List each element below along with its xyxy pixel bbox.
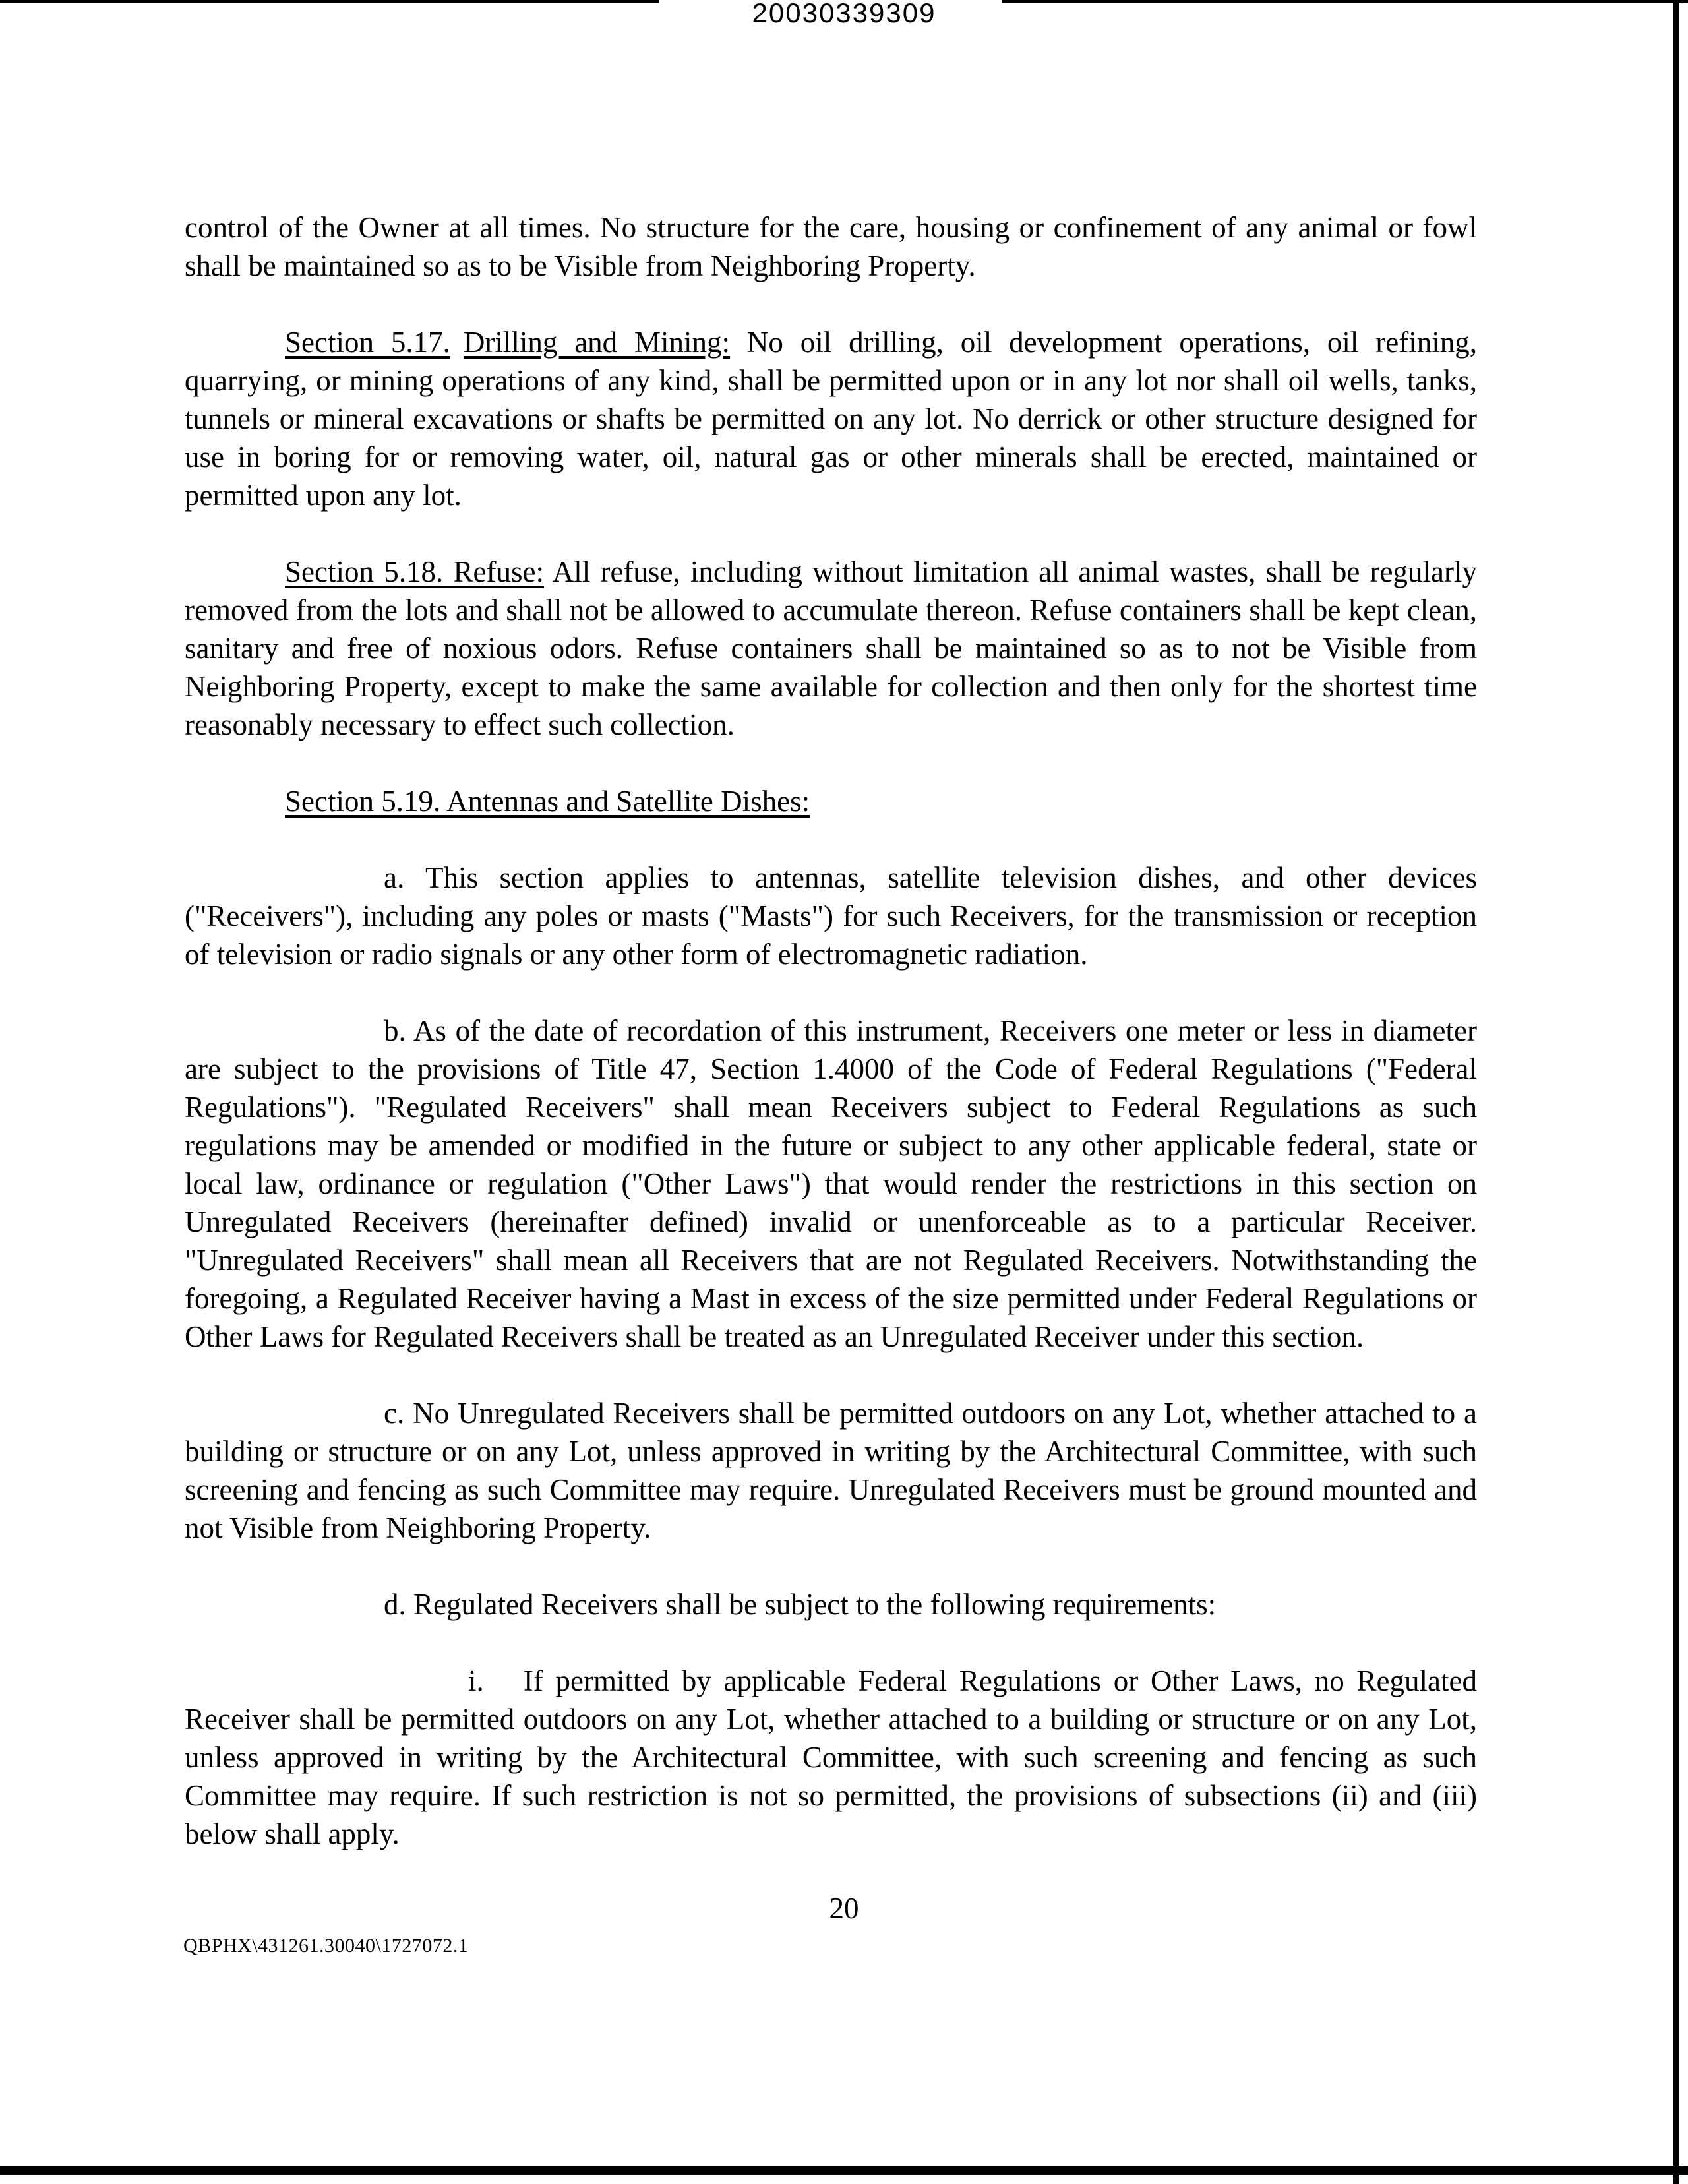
subsection-c: c. No Unregulated Receivers shall be permitted outdoors on any Lot, whether attached to a building or structure or on any Lot, unless approved in writing by the Architectural Committee, with such screening and fencing as such Committee may require. Unregulated Receivers must be ground mounted and not Visible from Neighboring Property. (185, 1397, 1477, 1544)
subsection-i (185, 1662, 1477, 1853)
section-5-17-paragraph (185, 323, 1477, 514)
subsection-i-text: If permitted by applicable Federal Regulations or Other Laws, no Regulated Receiver shall be permitted outdoors on any Lot, whether attached to a building or structure or on any Lot, unless approved in writing by the Architectural Committee, with such screening and fencing as such Committee may require. If such restriction is not so permitted, the provisions of subsections (ii) and (iii) below shall apply. (185, 1664, 1477, 1850)
section-5-17-title: Drilling and Mining: (463, 326, 731, 359)
section-5-18-label: Section 5.18. Refuse: (285, 555, 544, 588)
page-number: 20 (829, 1892, 859, 1925)
scan-border-bottom (0, 2166, 1688, 2175)
subsection-b: b. As of the date of recordation of this instrument, Receivers one meter or less in diameter are subject to the provisions of Title 47, Section 1.4000 of the Code of Federal Regulations ("Federal Regulations"). "Regulated Receivers" shall mean Receivers subject to Federal Regulations as such regulations may be amended or modified in the future or subject to any other applicable federal, state or local law, ordinance or regulation ("Other Laws") that would render the restrictions in this section on Unregulated Receivers (hereinafter defined) invalid or unenforceable as to a particular Receiver. "Unregulated Receivers" shall mean all Receivers that are not Regulated Receivers. Notwithstanding the foregoing, a Regulated Receiver having a Mast in excess of the size permitted under Federal Regulations or Other Laws for Regulated Receivers shall be treated as an Unregulated Receiver under this section. (185, 1014, 1477, 1353)
page-body (185, 208, 1477, 1891)
section-5-18-text: All refuse, including without limitation all animal wastes, shall be regularly removed from the lots and shall not be allowed to accumulate thereon. Refuse containers shall be kept clean, sanitary and free of noxious odors. Refuse containers shall be maintained so as to not be Visible from Neighboring Property, except to make the same available for collection and then only for the shortest time reasonably necessary to effect such collection. (185, 555, 1477, 741)
section-5-17-text: No oil drilling, oil development operations, oil refining, quarrying, or mining operations of any kind, shall be permitted upon or in any lot nor shall oil wells, tanks, tunnels or mineral excavations or shafts be permitted on any lot. No derrick or other structure designed for use in boring for or removing water, oil, natural gas or other minerals shall be erected, maintained or permitted upon any lot. (185, 326, 1477, 512)
scan-border-right (1673, 0, 1679, 2184)
continuation-paragraph: control of the Owner at all times. No structure for the care, housing or confinement of any animal or fowl shall be maintained so as to be Visible from Neighboring Property. (185, 211, 1477, 282)
subsection-a: a. This section applies to antennas, satellite television dishes, and other devices ("Receivers"), including any poles or masts ("Masts") for such Receivers, for the transmission or reception of television or radio signals or any other form of electromagnetic radiation. (185, 861, 1477, 971)
section-5-19-heading-text: Section 5.19. Antennas and Satellite Dishes: (285, 785, 810, 818)
footer-document-code: QBPHX\431261.30040\1727072.1 (183, 1935, 469, 1957)
document-number: 20030339309 (752, 0, 936, 28)
subsection-i-marker: i. (468, 1664, 484, 1697)
section-5-19-heading (185, 782, 1477, 820)
subsection-d: d. Regulated Receivers shall be subject to the following requirements: (384, 1588, 1217, 1621)
section-5-18-paragraph (185, 553, 1477, 744)
section-5-17-label: Section 5.17. (285, 326, 450, 359)
